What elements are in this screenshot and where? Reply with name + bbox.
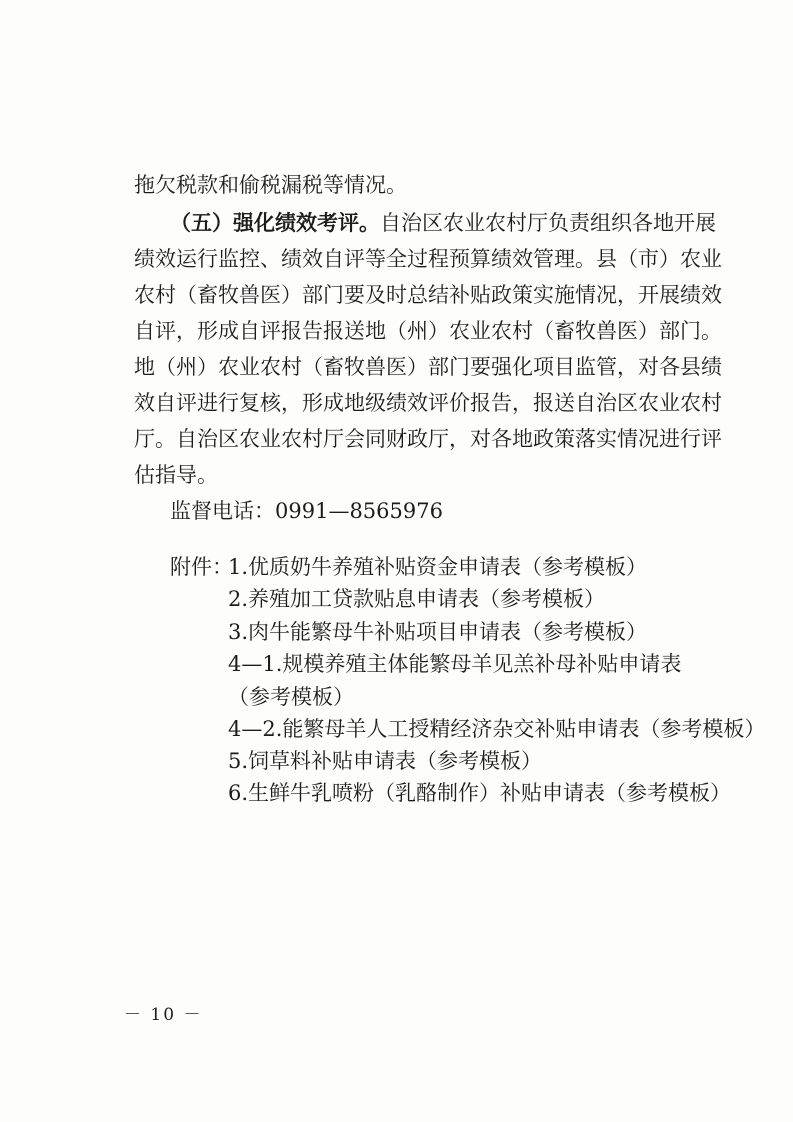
paragraph-line: 绩效运行监控、绩效自评等全过程预算绩效管理。县（市）农业: [134, 247, 722, 271]
paragraph-line: 效自评进行复核，形成地级绩效评价报告，报送自治区农业农村: [134, 391, 722, 415]
paragraph-line: 拖欠税款和偷税漏税等情况。: [134, 173, 407, 197]
attachment-item: 3.肉牛能繁母牛补贴项目申请表（参考模板）: [228, 620, 648, 644]
attachments-label: 附件：: [170, 555, 233, 579]
attachment-item: 1.优质奶牛养殖补贴资金申请表（参考模板）: [228, 555, 648, 579]
attachment-item: 6.生鲜牛乳喷粉（乳酪制作）补贴申请表（参考模板）: [228, 781, 732, 805]
supervision-phone-line: [170, 496, 443, 526]
paragraph-line: 地（州）农业农村（畜牧兽医）部门要强化项目监管，对各县绩: [134, 355, 722, 379]
attachment-item: 2.养殖加工贷款贴息申请表（参考模板）: [228, 587, 606, 611]
paragraph-line: 厅。自治区农业农村厅会同财政厅，对各地政策落实情况进行评: [134, 427, 722, 451]
supervision-phone: 0991—8565976: [275, 499, 443, 523]
attachment-item: （参考模板）: [228, 685, 354, 709]
paragraph-line: 自评，形成自评报告报送地（州）农业农村（畜牧兽医）部门。: [134, 319, 722, 343]
attachment-item: 4—1.规模养殖主体能繁母羊见羔补母补贴申请表: [228, 652, 682, 676]
section-heading: （五）强化绩效考评。: [170, 210, 380, 235]
paragraph-line-section5: [170, 208, 716, 238]
paragraph-line: 农村（畜牧兽医）部门要及时总结补贴政策实施情况，开展绩效: [134, 283, 722, 307]
paragraph-line: 估指导。: [134, 463, 218, 487]
paragraph-text: 自治区农业农村厅负责组织各地开展: [380, 211, 716, 235]
attachment-item: 5.饲草料补贴申请表（参考模板）: [228, 749, 543, 773]
page-number: － 10 －: [124, 1005, 203, 1025]
supervision-label: 监督电话：: [170, 499, 275, 523]
attachment-item: 4—2.能繁母羊人工授精经济杂交补贴申请表（参考模板）: [228, 717, 766, 741]
